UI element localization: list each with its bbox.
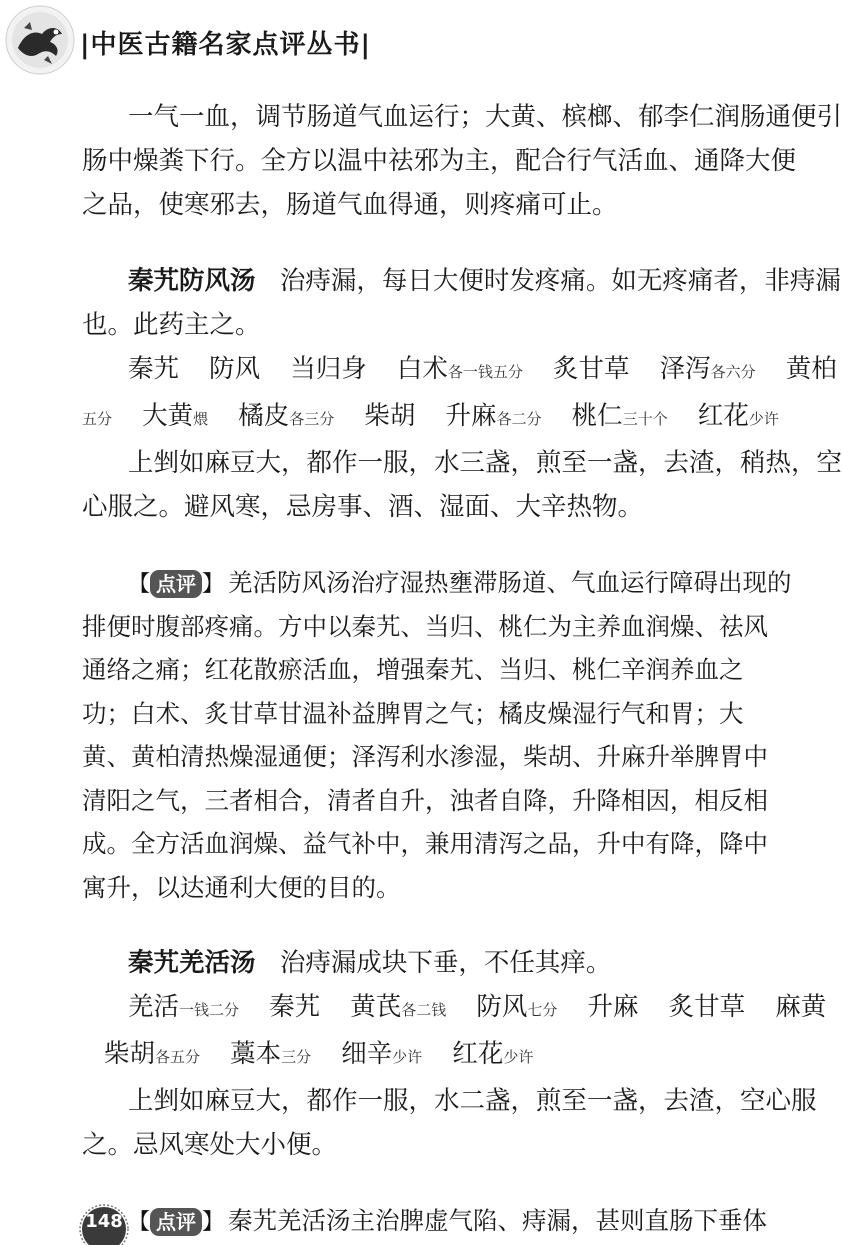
herb-item	[82, 394, 112, 441]
text-line: 也。此药主之。	[82, 310, 261, 340]
commentary-block	[82, 1199, 798, 1243]
herb-list-line	[82, 1032, 798, 1079]
herb-item: 柴胡	[364, 401, 416, 431]
herb-item: 羌活一钱二分	[128, 992, 240, 1022]
text-line: 清阳之气，三者相合，清者自升，浊者自降，升降相因，相反相	[82, 785, 768, 815]
paragraph-intro-continuation	[82, 95, 842, 227]
herb-item: 麻黄	[775, 992, 827, 1022]
herb-dose: 各三分	[289, 410, 335, 428]
herb-item: 红花少许	[452, 1039, 534, 1069]
commentary-block	[82, 561, 798, 909]
herb-item: 泽泻各六分	[659, 354, 756, 384]
herb-dose: 各六分	[710, 363, 756, 381]
herb-item: 防风	[209, 354, 261, 384]
herb-item: 升麻	[587, 992, 639, 1022]
text-line: 通络之痛；红花散瘀活血，增强秦艽、当归、桃仁辛润养血之	[82, 655, 744, 684]
text-line	[82, 941, 798, 985]
herb-item: 红花少许	[697, 401, 779, 431]
text-line: 上剉如麻豆大，都作一服，水二盏，煎至一盏，去渣，空心服	[128, 1086, 817, 1116]
prescription-name: 秦艽防风汤	[128, 266, 256, 296]
text-line: 成。全方活血润燥、益气补中，兼用清泻之品，升中有降，降中	[82, 829, 768, 858]
herb-dose: 各五分	[155, 1048, 201, 1066]
text-line: 寓升，以达通利大便的目的。	[82, 872, 401, 902]
text-line: 之品，使寒邪去，肠道气血得通，则疼痛可止。	[82, 190, 618, 220]
prescription-qinjiao-fangfeng	[82, 259, 842, 529]
herb-dose: 各一钱五分	[447, 363, 523, 381]
herb-item: 秦艽	[128, 354, 180, 384]
herb-item: 橘皮各三分	[238, 401, 335, 431]
herb-dose: 五分	[82, 410, 113, 428]
herb-item: 黄柏	[785, 354, 837, 384]
indication-text: 治痔漏成块下垂，不任其痒。	[279, 948, 612, 978]
herb-item: 大黄煨	[142, 401, 209, 431]
prescription-name: 秦艽羌活汤	[128, 948, 256, 978]
text-line: 一气一血，调节肠道气血运行；大黄、槟榔、郁李仁润肠通便引	[128, 102, 842, 132]
herb-item: 柴胡各五分	[104, 1039, 201, 1069]
herb-dose: 少许	[748, 410, 779, 428]
text-line: 上剉如麻豆大，都作一服，水三盏，煎至一盏，去渣，稍热，空	[128, 448, 842, 478]
herb-list-line	[82, 347, 837, 394]
text-line: 【 点评 】 羌活防风汤治疗湿热壅滞肠道、气血运行障碍出现的	[128, 568, 792, 597]
herb-item: 白术各一钱五分	[396, 354, 523, 384]
herb-dose: 七分	[527, 1001, 558, 1019]
herb-item: 黄芪各二钱	[350, 992, 447, 1022]
herb-dose: 少许	[503, 1048, 534, 1066]
herb-item: 炙甘草	[553, 354, 630, 384]
text-line: 心服之。避风寒，忌房事、酒、湿面、大辛热物。	[82, 492, 644, 522]
text-line: 排便时腹部疼痛。方中以秦艽、当归、桃仁为主养血润燥、祛风	[82, 611, 768, 641]
herb-item: 防风七分	[476, 992, 558, 1022]
herb-dose: 各二钱	[401, 1001, 447, 1019]
herb-dose: 三分	[281, 1048, 312, 1066]
page-body	[82, 95, 842, 1243]
herb-item: 藁本三分	[230, 1039, 312, 1069]
herb-item: 细辛少许	[341, 1039, 423, 1069]
herb-dose: 三十个	[622, 410, 668, 428]
series-title: |中医古籍名家点评丛书|	[80, 30, 371, 60]
text-line: 黄、黄柏清热燥湿通便；泽泻利水渗湿，柴胡、升麻升举脾胃中	[82, 742, 768, 771]
dragon-logo-icon	[4, 4, 76, 76]
page-number: 148	[85, 1211, 123, 1232]
text-line: 【 点评 】 秦艽羌活汤主治脾虚气陷、痔漏，甚则直肠下垂体	[128, 1206, 768, 1235]
indication-text: 治痔漏，每日大便时发疼痛。如无疼痛者，非痔漏	[279, 266, 841, 296]
text-line: 肠中燥粪下行。全方以温中祛邪为主，配合行气活血、通降大便	[82, 146, 797, 176]
commentary-tag: 【 点评 】	[128, 1210, 225, 1235]
herb-list-line	[82, 985, 827, 1032]
herb-item: 升麻各二分	[445, 401, 542, 431]
herb-dose: 各二分	[496, 410, 542, 428]
herb-dose: 少许	[392, 1048, 423, 1066]
herb-item: 秦艽	[269, 992, 321, 1022]
herb-dose: 一钱二分	[179, 1001, 240, 1019]
herb-list-line	[82, 394, 798, 441]
herb-item: 炙甘草	[668, 992, 746, 1022]
text-line: 之。忌风寒处大小便。	[82, 1130, 338, 1160]
herb-dose: 煨	[193, 410, 209, 428]
herb-item: 桃仁三十个	[571, 401, 668, 431]
prescription-qinjiao-qianghuo	[82, 941, 827, 1167]
text-line	[82, 259, 841, 303]
page-header	[0, 0, 800, 80]
text-line: 功；白术、炙甘草甘温补益脾胃之气；橘皮燥湿行气和胃；大	[82, 698, 744, 728]
herb-item: 当归身	[290, 354, 367, 384]
commentary-tag: 【 点评 】	[128, 572, 225, 597]
